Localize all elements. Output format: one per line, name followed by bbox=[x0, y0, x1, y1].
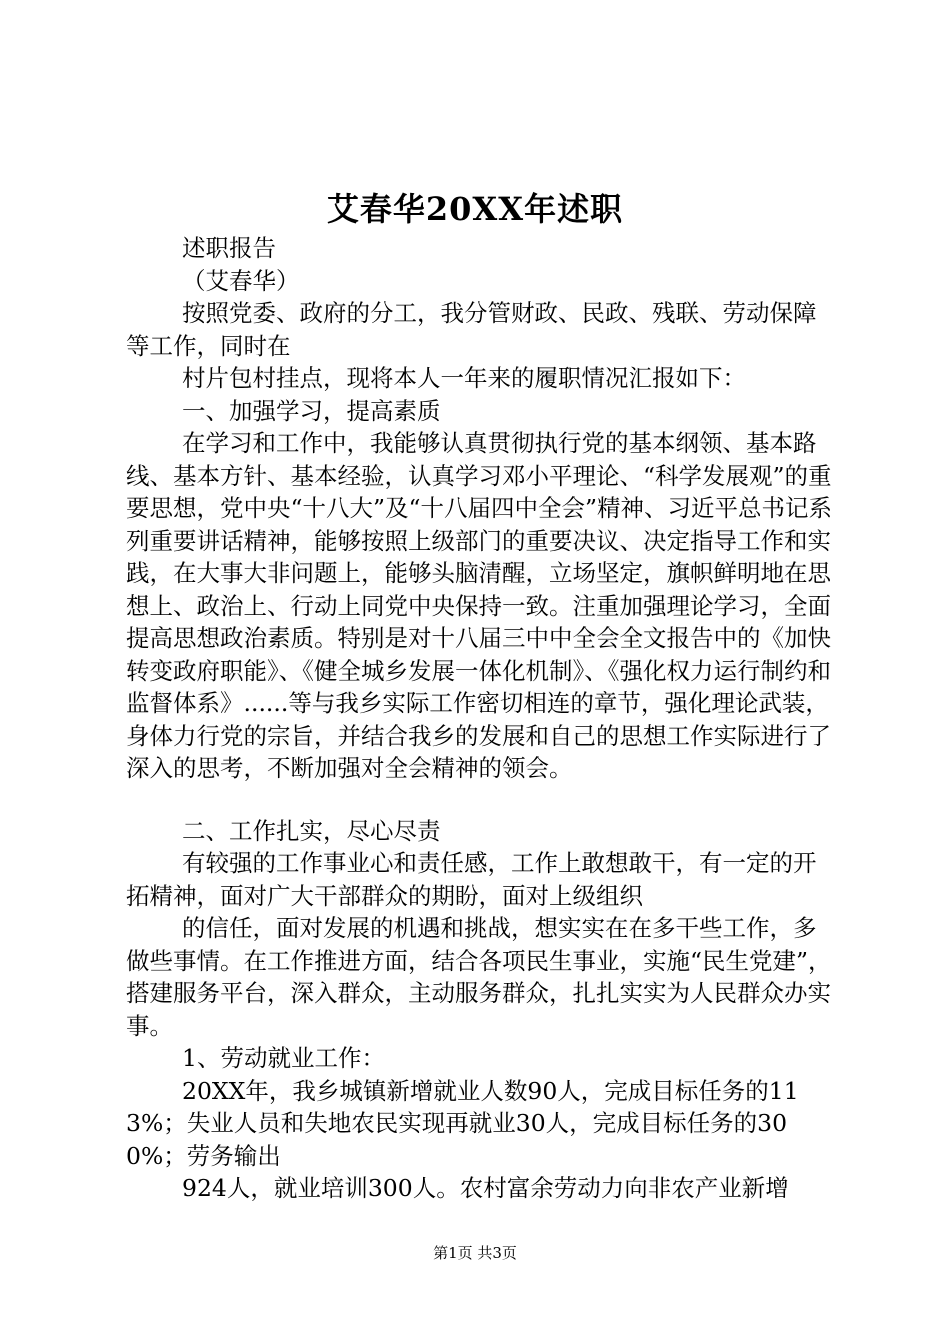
paragraph-work: 有较强的工作事业心和责任感，工作上敢想敢干，有一定的开拓精神，面对广大干部群众的期盼，面对上级组织 bbox=[126, 849, 817, 910]
section-heading-study: 一、加强学习，提高素质 bbox=[182, 396, 441, 425]
paragraph-report-heading: 述职报告 bbox=[182, 234, 276, 262]
page-footer: 第1页 共3页 bbox=[433, 1244, 517, 1262]
paragraph-study: 在学习和工作中，我能够认真贯彻执行党的基本纲领、基本路线、基本方针、基本经验，认真学习邓小平理论、“科学发展观”的重要思想，党中央“十八大”及“十八届四中全会”精神、习近平总书记系列重要讲话精神，能够按照上级部门的重要决议、决定指导工作和实践，在大事大非问题上，能够头脑清醒，立场坚定，旗帜鲜明地在思想上、政治上、行动上同党中央保持一致。注重加强理论学习，全面提高思想政治素质。特别是对十八届三中中全会全文报告中的《加快转变政府职能》、《健全城乡发展一体化机制》、《强化权力运行制约和监督体系》......等与我乡实际工作密切相连的章节，强化理论武装，身体力行党的宗旨，并结合我乡的发展和自己的思想工作实际进行了深入的思考，不断加强对全会精神的领会。 bbox=[126, 429, 833, 782]
document-body bbox=[126, 232, 838, 1205]
paragraph-intro-continued: 村片包村挂点，现将本人一年来的履职情况汇报如下： bbox=[182, 364, 746, 392]
document-title: 艾春华20XX年述职 bbox=[326, 190, 624, 228]
paragraph-employment-continued: 924人，就业培训300人。农村富余劳动力向非农产业新增 bbox=[182, 1174, 789, 1202]
subsection-heading-employment: 1、劳动就业工作： bbox=[182, 1044, 385, 1072]
paragraph-employment: 20XX年，我乡城镇新增就业人数90人，完成目标任务的113%；失业人员和失地农民实现再就业30人，完成目标任务的300%；劳务输出 bbox=[126, 1076, 799, 1170]
paragraph-intro: 按照党委、政府的分工，我分管财政、民政、残联、劳动保障等工作，同时在 bbox=[126, 299, 817, 360]
section-heading-work: 二、工作扎实，尽心尽责 bbox=[182, 816, 441, 845]
paragraph-work-continued: 的信任，面对发展的机遇和挑战，想实实在在多干些工作，多做些事情。在工作推进方面，结合各项民生事业，实施“民生党建”，搭建服务平台，深入群众，主动服务群众，扎扎实实为人民群众办实事。 bbox=[126, 914, 832, 1040]
paragraph-author: （艾春华） bbox=[182, 266, 300, 295]
